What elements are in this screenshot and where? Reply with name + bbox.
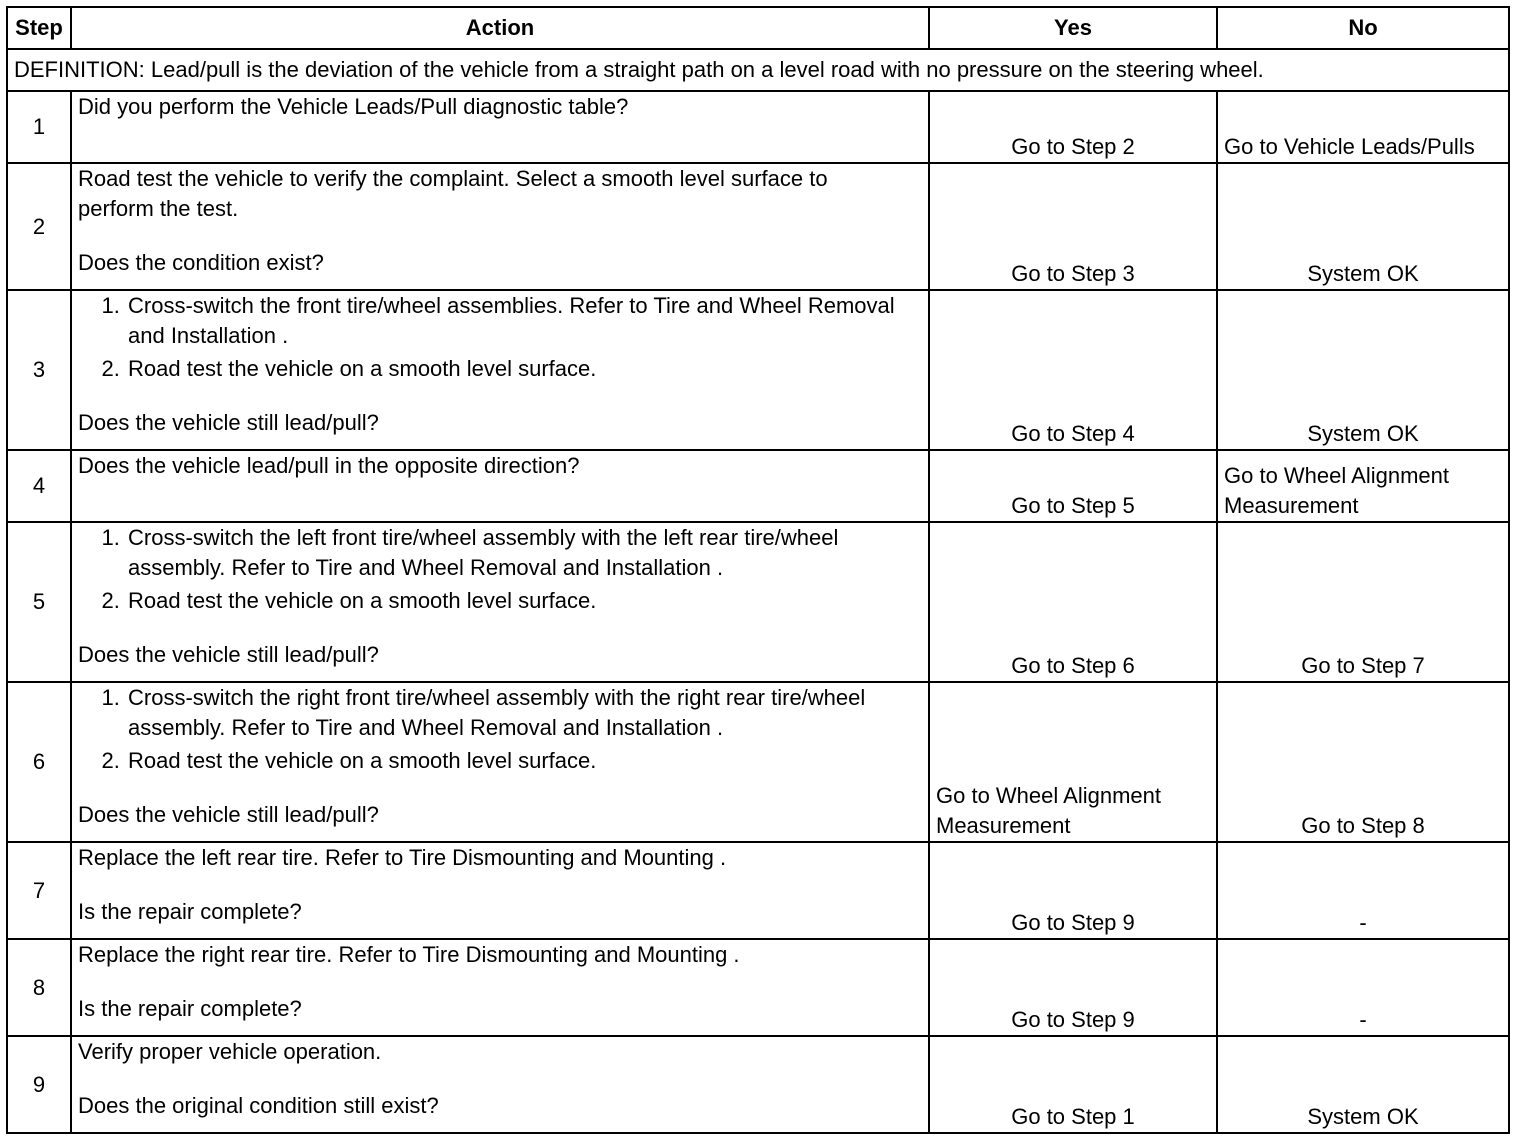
action-cell bbox=[71, 450, 929, 522]
action-text: Road test the vehicle to verify the complaint. Select a smooth level surface to perform the test. bbox=[78, 166, 828, 221]
yes-cell: Go to Wheel Alignment Measurement bbox=[929, 682, 1217, 842]
action-question: Is the repair complete? bbox=[78, 899, 302, 924]
action-cell bbox=[71, 1036, 929, 1133]
action-list bbox=[78, 523, 922, 616]
step-number: 8 bbox=[7, 939, 71, 1036]
action-cell bbox=[71, 91, 929, 163]
step-number: 5 bbox=[7, 522, 71, 682]
action-text: Verify proper vehicle operation. bbox=[78, 1039, 382, 1064]
action-cell bbox=[71, 682, 929, 842]
definition-row bbox=[7, 49, 1509, 91]
yes-cell: Go to Step 9 bbox=[929, 842, 1217, 939]
no-cell: - bbox=[1217, 939, 1509, 1036]
no-cell: - bbox=[1217, 842, 1509, 939]
list-item: 2. Road test the vehicle on a smooth level surface. bbox=[126, 586, 922, 616]
yes-cell: Go to Step 4 bbox=[929, 290, 1217, 450]
table-row bbox=[7, 842, 1509, 939]
action-text: Did you perform the Vehicle Leads/Pull diagnostic table? bbox=[78, 94, 629, 119]
action-list bbox=[78, 291, 922, 384]
list-item: 1. Cross-switch the left front tire/wheel assembly with the left rear tire/wheel assembly. Refer to Tire and Wheel Removal and Installation . bbox=[126, 523, 922, 583]
step-number: 7 bbox=[7, 842, 71, 939]
header-row bbox=[7, 7, 1509, 49]
table-row bbox=[7, 939, 1509, 1036]
action-question: Does the vehicle still lead/pull? bbox=[78, 642, 379, 667]
action-question: Does the condition exist? bbox=[78, 250, 324, 275]
table-row bbox=[7, 290, 1509, 450]
yes-cell: Go to Step 6 bbox=[929, 522, 1217, 682]
yes-cell: Go to Step 5 bbox=[929, 450, 1217, 522]
step-number: 3 bbox=[7, 290, 71, 450]
table-row bbox=[7, 91, 1509, 163]
table-row bbox=[7, 450, 1509, 522]
list-item: 1. Cross-switch the right front tire/wheel assembly with the right rear tire/wheel assembly. Refer to Tire and Wheel Removal and Installation . bbox=[126, 683, 922, 743]
table-row bbox=[7, 163, 1509, 290]
step-number: 9 bbox=[7, 1036, 71, 1133]
action-cell bbox=[71, 939, 929, 1036]
action-list bbox=[78, 683, 922, 776]
yes-cell: Go to Step 3 bbox=[929, 163, 1217, 290]
list-item: 1. Cross-switch the front tire/wheel assemblies. Refer to Tire and Wheel Removal and Installation . bbox=[126, 291, 922, 351]
yes-cell: Go to Step 1 bbox=[929, 1036, 1217, 1133]
definition-text: DEFINITION: Lead/pull is the deviation of the vehicle from a straight path on a level road with no pressure on the steering wheel. bbox=[7, 49, 1509, 91]
action-cell bbox=[71, 290, 929, 450]
list-item: 2. Road test the vehicle on a smooth level surface. bbox=[126, 746, 922, 776]
header-yes: Yes bbox=[929, 7, 1217, 49]
action-text: Replace the left rear tire. Refer to Tire Dismounting and Mounting . bbox=[78, 845, 727, 870]
header-no: No bbox=[1217, 7, 1509, 49]
step-number: 1 bbox=[7, 91, 71, 163]
action-cell bbox=[71, 163, 929, 290]
action-question: Does the original condition still exist? bbox=[78, 1093, 439, 1118]
no-cell: Go to Step 8 bbox=[1217, 682, 1509, 842]
header-action: Action bbox=[71, 7, 929, 49]
table-row bbox=[7, 522, 1509, 682]
diagnostic-table bbox=[6, 6, 1510, 1134]
action-text: Does the vehicle lead/pull in the opposite direction? bbox=[78, 453, 580, 478]
no-cell: Go to Step 7 bbox=[1217, 522, 1509, 682]
header-step: Step bbox=[7, 7, 71, 49]
action-question: Does the vehicle still lead/pull? bbox=[78, 802, 379, 827]
action-question: Is the repair complete? bbox=[78, 996, 302, 1021]
no-cell: Go to Vehicle Leads/Pulls bbox=[1217, 91, 1509, 163]
no-cell: Go to Wheel Alignment Measurement bbox=[1217, 450, 1509, 522]
list-item: 2. Road test the vehicle on a smooth level surface. bbox=[126, 354, 922, 384]
yes-cell: Go to Step 2 bbox=[929, 91, 1217, 163]
table-row bbox=[7, 1036, 1509, 1133]
action-question: Does the vehicle still lead/pull? bbox=[78, 410, 379, 435]
table-row bbox=[7, 682, 1509, 842]
step-number: 4 bbox=[7, 450, 71, 522]
no-cell: System OK bbox=[1217, 163, 1509, 290]
step-number: 2 bbox=[7, 163, 71, 290]
action-cell bbox=[71, 522, 929, 682]
step-number: 6 bbox=[7, 682, 71, 842]
no-cell: System OK bbox=[1217, 290, 1509, 450]
yes-cell: Go to Step 9 bbox=[929, 939, 1217, 1036]
no-cell: System OK bbox=[1217, 1036, 1509, 1133]
action-text: Replace the right rear tire. Refer to Tire Dismounting and Mounting . bbox=[78, 942, 740, 967]
action-cell bbox=[71, 842, 929, 939]
